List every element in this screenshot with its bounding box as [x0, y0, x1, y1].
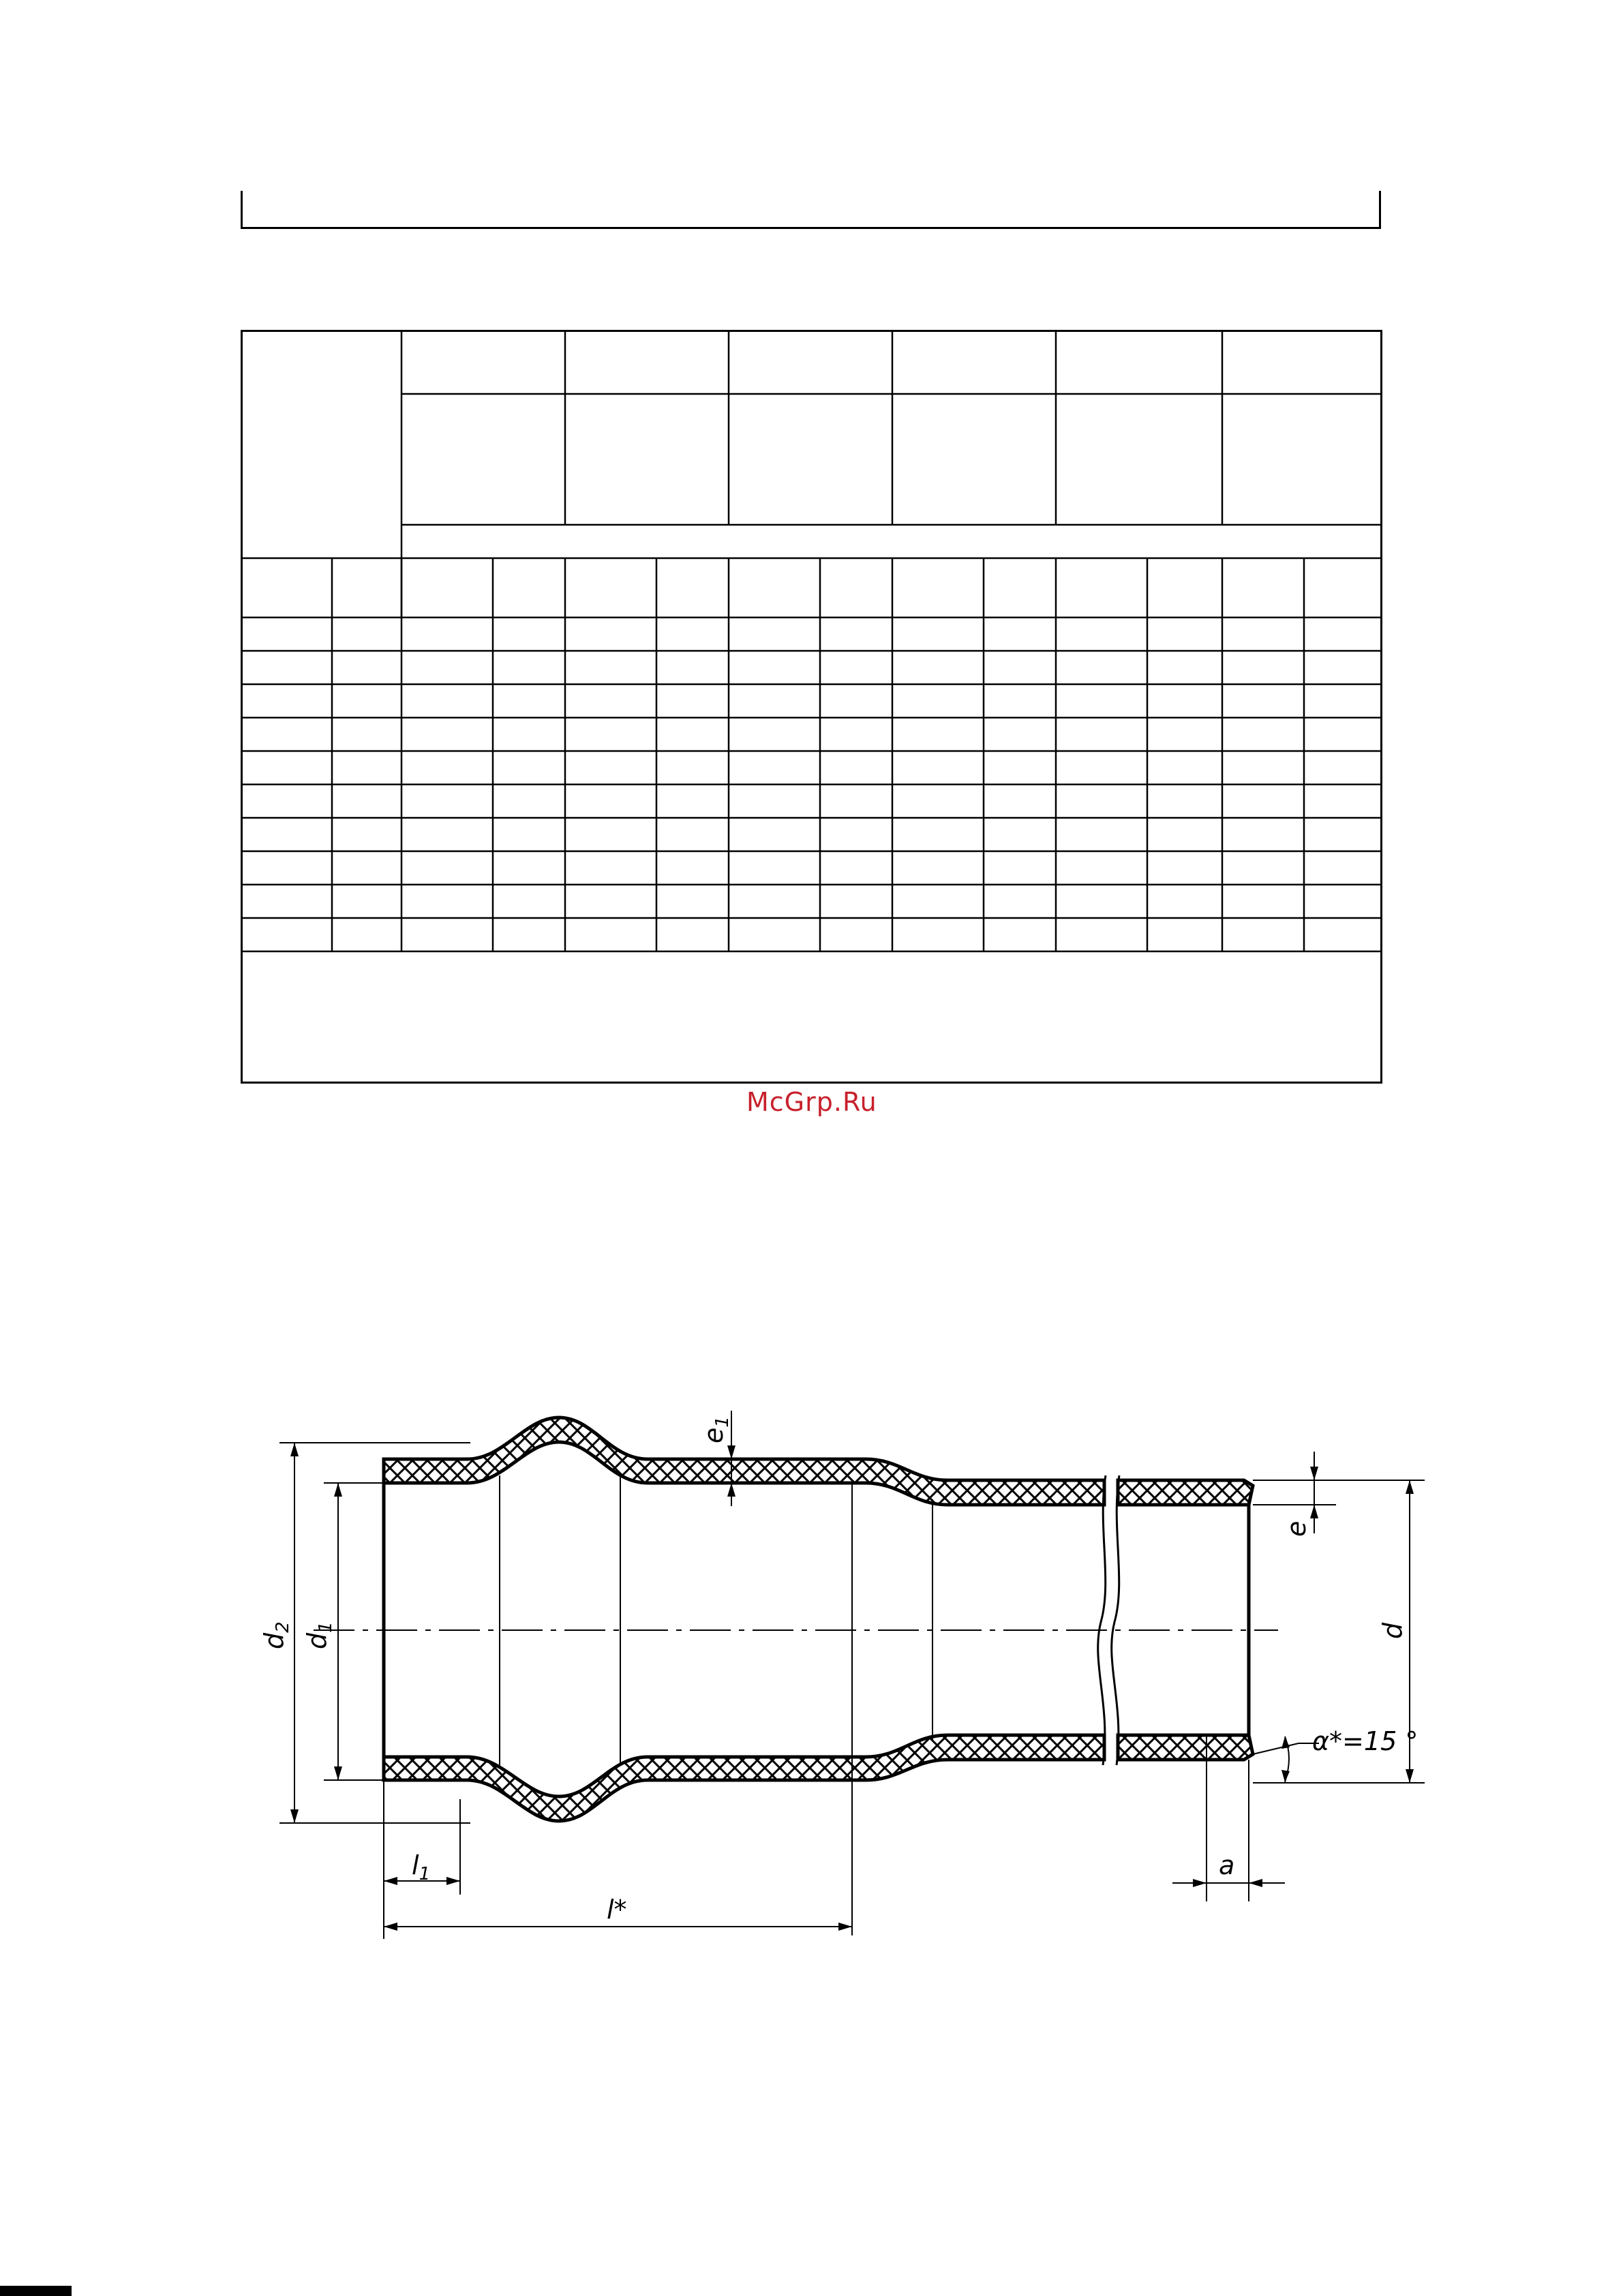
label-d2: d: [259, 1632, 289, 1649]
bottom-pipe-wall: [384, 1735, 1104, 1821]
svg-text:d2: [259, 1621, 293, 1649]
svg-text:e1: [699, 1416, 733, 1443]
table-grid: [241, 330, 1382, 1084]
break-line-right: [1112, 1475, 1119, 1765]
label-d1: d: [302, 1632, 332, 1649]
bottom-pipe-wall-end: [1118, 1735, 1253, 1760]
label-d2-sub: 2: [273, 1621, 293, 1633]
label-d: d: [1378, 1622, 1408, 1639]
label-l-star: l*: [607, 1895, 627, 1925]
label-e1: e: [699, 1427, 729, 1443]
label-alpha: α*=15 °: [1312, 1726, 1419, 1756]
break-line-left: [1098, 1475, 1106, 1765]
label-e: e: [1281, 1520, 1311, 1537]
label-d1-sub: 1: [316, 1621, 336, 1633]
svg-text:l1: [412, 1850, 430, 1884]
dimensions-table: [241, 330, 1382, 1084]
label-e1-sub: 1: [712, 1416, 733, 1428]
pipe-drawing-svg: [0, 1363, 1623, 1976]
pipe-socket-drawing: [0, 1363, 1623, 1976]
svg-text:d1: [302, 1621, 336, 1649]
label-l1-sub: 1: [419, 1864, 431, 1884]
top-pipe-wall: [384, 1418, 1104, 1505]
scan-edge-mark: [0, 2280, 75, 2296]
top-pipe-wall-end: [1118, 1480, 1253, 1505]
label-l1: l: [412, 1850, 419, 1880]
watermark-text: McGrp.Ru: [746, 1087, 877, 1117]
label-a: a: [1219, 1850, 1235, 1880]
previous-table-frame: [241, 191, 1381, 229]
